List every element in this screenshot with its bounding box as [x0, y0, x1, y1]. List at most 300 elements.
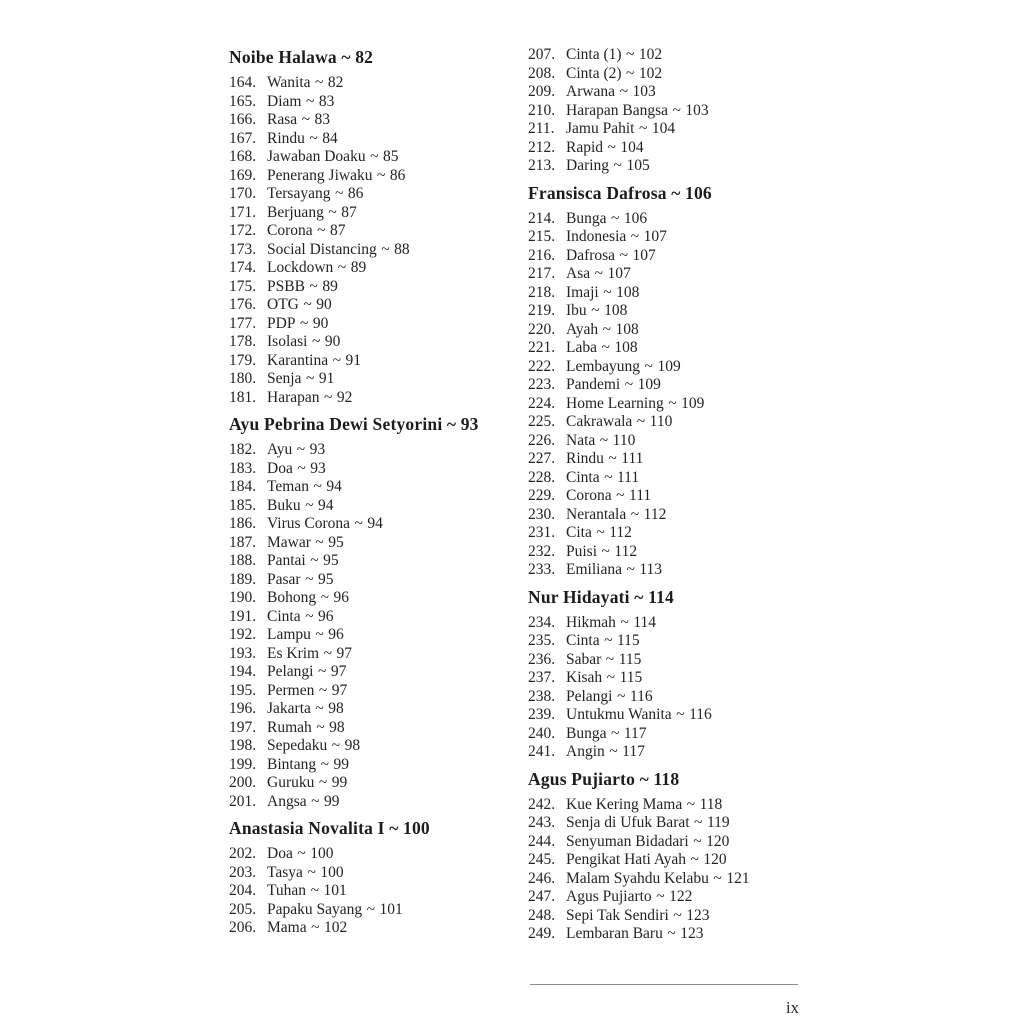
entry-text	[566, 888, 692, 907]
toc-entry	[528, 796, 828, 815]
toc-entry	[528, 561, 828, 580]
toc-entry	[528, 469, 828, 488]
entry-text	[267, 259, 366, 278]
tilde-separator: ~	[305, 570, 314, 588]
entry-title: Pantai	[267, 552, 306, 569]
tilde-separator: ~	[309, 129, 318, 147]
entry-page-number: 87	[341, 203, 357, 221]
entry-page-number: 118	[699, 795, 723, 813]
section-page-number: 100	[403, 818, 430, 838]
tilde-separator: ~	[602, 320, 612, 338]
toc-entry	[528, 851, 828, 870]
tilde-separator: ~	[694, 814, 703, 831]
toc-entry	[528, 814, 828, 833]
entry-number: 246.	[528, 869, 556, 887]
tilde-separator: ~	[596, 524, 605, 541]
entry-title: Cinta	[267, 607, 301, 625]
toc-entry	[528, 725, 828, 744]
entry-text	[267, 737, 360, 756]
entry-page-number: 109	[637, 376, 661, 393]
toc-entry	[528, 65, 828, 84]
entry-title: Ayah	[566, 320, 599, 338]
entry-title: PDP	[267, 314, 296, 332]
toc-entry	[229, 204, 529, 223]
entry-title: Senyuman Bidadari	[566, 832, 689, 850]
entry-title: Lembaran Baru	[566, 925, 663, 942]
entry-text	[566, 413, 672, 432]
entry-page-number: 103	[685, 101, 709, 119]
tilde-separator: ~	[305, 370, 315, 387]
entry-page-number: 110	[612, 431, 636, 449]
toc-entry	[528, 265, 828, 284]
entry-text	[267, 515, 383, 534]
entry-text	[267, 278, 338, 297]
entry-page-number: 83	[314, 111, 331, 128]
entry-page-number: 86	[347, 185, 364, 202]
page-number: ix	[786, 998, 799, 1017]
entry-number: 211.	[528, 120, 555, 137]
entry-page-number: 113	[639, 561, 663, 578]
entry-title: Rumah	[267, 718, 312, 736]
toc-entry	[528, 228, 828, 247]
entry-number: 208.	[528, 64, 556, 82]
toc-entry	[528, 870, 828, 889]
tilde-separator: ~	[323, 644, 332, 662]
entry-page-number: 103	[632, 83, 656, 100]
entry-page-number: 86	[389, 166, 406, 184]
toc-entry	[229, 111, 529, 130]
entry-title: Pandemi	[566, 376, 621, 393]
section-author: Agus Pujiarto	[528, 768, 636, 789]
entry-number: 178.	[229, 333, 257, 350]
entry-page-number: 91	[318, 370, 335, 387]
entry-page-number: 100	[320, 863, 344, 881]
entry-title: Puisi	[566, 542, 598, 560]
entry-number: 217.	[528, 265, 556, 282]
toc-entry	[229, 626, 529, 645]
toc-entry	[528, 321, 828, 340]
toc-entry	[528, 543, 828, 562]
entry-number: 226.	[528, 431, 556, 449]
toc-entry	[229, 663, 529, 682]
tilde-separator: ~	[315, 700, 324, 717]
entry-page-number: 106	[623, 209, 648, 227]
section-page-number: 82	[355, 47, 374, 67]
toc-entry	[528, 102, 828, 121]
entry-text	[267, 185, 363, 204]
entry-title: Jawaban Doaku	[267, 148, 366, 165]
tilde-separator: ~	[626, 46, 635, 63]
toc-entry	[229, 389, 529, 408]
entry-title: Pelangi	[566, 687, 613, 705]
entry-title: Cakrawala	[566, 413, 633, 430]
entry-number: 245.	[528, 851, 556, 868]
entry-page-number: 94	[326, 478, 342, 495]
toc-entry	[528, 302, 828, 321]
entry-number: 212.	[528, 138, 556, 156]
entry-title: Sabar	[566, 650, 602, 668]
tilde-separator: ~	[676, 706, 685, 723]
toc-entry	[528, 247, 828, 266]
entry-number: 242.	[528, 795, 556, 813]
tilde-separator: ~	[297, 459, 306, 477]
entry-title: Mama	[267, 919, 307, 936]
entry-page-number: 96	[333, 589, 349, 606]
toc-entry	[528, 524, 828, 543]
entry-number: 237.	[528, 669, 556, 686]
toc-entry	[229, 682, 529, 701]
entry-number: 241.	[528, 743, 556, 760]
entry-page-number: 117	[622, 743, 645, 760]
entry-text	[267, 626, 344, 645]
entry-number: 199.	[229, 755, 257, 773]
toc-entry	[528, 376, 828, 395]
entry-number: 221.	[528, 339, 556, 356]
tilde-separator: ~	[619, 246, 628, 264]
entry-number: 243.	[528, 814, 556, 831]
tilde-separator: ~	[636, 413, 646, 430]
section-page-number: 118	[653, 768, 680, 789]
entry-text	[267, 497, 333, 516]
entry-text	[566, 210, 647, 229]
entry-page-number: 93	[310, 459, 326, 477]
entry-number: 209.	[528, 83, 556, 100]
entry-page-number: 96	[317, 607, 334, 625]
entry-text	[267, 130, 338, 149]
entry-page-number: 120	[703, 851, 727, 868]
tilde-separator: ~	[594, 265, 603, 282]
tilde-separator: ~	[370, 148, 379, 165]
entry-number: 166.	[229, 111, 257, 128]
tilde-separator: ~	[608, 450, 617, 467]
tilde-separator: ~	[607, 138, 616, 156]
entry-text	[566, 46, 662, 65]
entry-number: 176.	[229, 296, 257, 313]
entry-page-number: 84	[322, 129, 338, 147]
entry-number: 219.	[528, 302, 556, 319]
tilde-separator: ~	[328, 203, 337, 221]
tilde-separator: ~	[671, 182, 681, 203]
entry-page-number: 112	[609, 524, 632, 541]
entry-number: 171.	[229, 203, 257, 221]
entry-number: 249.	[528, 925, 556, 942]
tilde-separator: ~	[604, 468, 613, 486]
entry-text	[267, 296, 332, 315]
section-author: Anastasia Novalita I	[229, 818, 385, 838]
entry-text	[566, 247, 656, 266]
tilde-separator: ~	[668, 394, 677, 412]
entry-page-number: 85	[382, 148, 399, 165]
entry-number: 232.	[528, 542, 556, 560]
entry-number: 244.	[528, 832, 556, 850]
tilde-separator: ~	[617, 687, 626, 705]
tilde-separator: ~	[310, 552, 319, 569]
tilde-separator: ~	[630, 228, 640, 245]
toc-entry	[229, 845, 529, 864]
entry-page-number: 107	[643, 228, 667, 245]
entry-text	[566, 814, 730, 833]
entry-page-number: 95	[323, 552, 339, 569]
tilde-separator: ~	[318, 681, 328, 699]
entry-page-number: 112	[643, 505, 667, 523]
entry-text	[267, 774, 347, 793]
tilde-separator: ~	[299, 314, 309, 332]
entry-number: 238.	[528, 687, 556, 705]
entry-number: 170.	[229, 185, 257, 202]
tilde-separator: ~	[320, 589, 329, 606]
entry-title: Daring	[566, 157, 610, 174]
entry-text	[566, 651, 641, 670]
entry-number: 220.	[528, 320, 556, 338]
entry-page-number: 97	[331, 681, 348, 699]
entry-number: 180.	[229, 370, 257, 387]
entry-number: 224.	[528, 394, 556, 412]
entry-text	[267, 571, 333, 590]
entry-title: Asa	[566, 265, 591, 282]
section-heading	[229, 46, 529, 69]
entry-number: 196.	[229, 700, 257, 717]
tilde-separator: ~	[324, 388, 333, 406]
tilde-separator: ~	[301, 111, 311, 128]
tilde-separator: ~	[316, 718, 325, 736]
entry-text	[267, 919, 347, 938]
entry-page-number: 99	[331, 774, 348, 791]
entry-text	[566, 157, 650, 176]
entry-title: Tuhan	[267, 882, 307, 899]
toc-entry	[528, 120, 828, 139]
toc-entry	[528, 907, 828, 926]
toc-entry	[528, 833, 828, 852]
entry-title: Angin	[566, 743, 605, 760]
entry-text	[566, 543, 637, 562]
entry-title: Es Krim	[267, 644, 320, 662]
entry-text	[267, 93, 334, 112]
entry-title: Social Distancing	[267, 240, 377, 258]
entry-text	[566, 450, 643, 469]
tilde-separator: ~	[341, 47, 351, 67]
entry-title: Emiliana	[566, 561, 622, 578]
tilde-separator: ~	[331, 737, 341, 754]
entry-page-number: 115	[619, 669, 643, 686]
entry-title: Imaji	[566, 283, 599, 301]
toc-entry	[229, 515, 529, 534]
toc-entry	[528, 506, 828, 525]
entry-page-number: 90	[316, 296, 332, 313]
tilde-separator: ~	[609, 743, 618, 760]
entry-text	[267, 333, 340, 352]
entry-number: 213.	[528, 157, 556, 174]
entry-title: Tersayang	[267, 185, 331, 202]
entry-title: Lembayung	[566, 357, 641, 375]
entry-title: Malam Syahdu Kelabu	[566, 869, 709, 887]
tilde-separator: ~	[626, 64, 635, 82]
toc-entry	[229, 497, 529, 516]
entry-number: 239.	[528, 706, 556, 723]
entry-page-number: 120	[706, 832, 730, 850]
section-heading	[229, 413, 529, 436]
entry-page-number: 112	[614, 542, 638, 560]
tilde-separator: ~	[310, 882, 319, 899]
tilde-separator: ~	[601, 542, 610, 560]
toc-entry	[229, 882, 529, 901]
entry-page-number: 114	[633, 613, 657, 631]
entry-number: 203.	[229, 863, 257, 881]
tilde-separator: ~	[639, 768, 649, 789]
entry-title: Buku	[267, 496, 301, 514]
entry-number: 173.	[229, 240, 257, 258]
entry-page-number: 109	[681, 394, 705, 412]
entry-page-number: 90	[324, 333, 341, 350]
entry-page-number: 123	[686, 906, 710, 924]
toc-entry	[229, 148, 529, 167]
entry-title: Kue Kering Mama	[566, 795, 683, 813]
entry-number: 231.	[528, 524, 556, 541]
entry-title: Harapan Bangsa	[566, 101, 668, 119]
tilde-separator: ~	[626, 561, 635, 578]
entry-number: 190.	[229, 589, 257, 606]
toc-entry	[528, 925, 828, 944]
entry-text	[566, 506, 666, 525]
tilde-separator: ~	[305, 607, 314, 625]
entry-title: Rindu	[566, 450, 604, 467]
section-page-number: 114	[648, 586, 674, 607]
entry-number: 227.	[528, 450, 556, 467]
entry-text	[267, 167, 405, 186]
toc-entry	[229, 296, 529, 315]
entry-number: 172.	[229, 222, 257, 239]
toc-entry	[528, 688, 828, 707]
entry-title: Wanita	[267, 74, 311, 91]
entry-title: Senja	[267, 370, 302, 387]
tilde-separator: ~	[311, 792, 320, 810]
toc-entry	[528, 83, 828, 102]
entry-text	[566, 358, 681, 377]
entry-number: 186.	[229, 515, 257, 532]
entry-text	[566, 870, 750, 889]
entry-number: 206.	[229, 919, 257, 936]
entry-page-number: 91	[345, 351, 361, 369]
tilde-separator: ~	[315, 626, 324, 643]
entry-text	[267, 882, 347, 901]
toc-entry	[229, 774, 529, 793]
entry-page-number: 122	[669, 888, 693, 905]
entry-title: Tasya	[267, 863, 303, 881]
tilde-separator: ~	[334, 185, 344, 202]
tilde-separator: ~	[601, 339, 610, 356]
tilde-separator: ~	[606, 669, 616, 686]
toc-entry	[229, 241, 529, 260]
entry-number: 167.	[229, 129, 257, 147]
toc-entry	[229, 167, 529, 186]
entry-number: 185.	[229, 496, 257, 514]
entry-number: 169.	[229, 166, 257, 184]
entry-page-number: 116	[629, 687, 653, 705]
entry-title: Berjuang	[267, 203, 324, 221]
tilde-separator: ~	[315, 74, 324, 91]
entry-text	[566, 302, 627, 321]
entry-page-number: 119	[706, 814, 730, 831]
toc-entry	[229, 901, 529, 920]
entry-title: Ibu	[566, 302, 587, 319]
toc-entry	[229, 552, 529, 571]
entry-page-number: 87	[330, 222, 346, 239]
entry-title: Cinta (2)	[566, 64, 622, 82]
entry-title: Doa	[267, 845, 293, 862]
entry-number: 204.	[229, 882, 257, 899]
tilde-separator: ~	[603, 283, 612, 301]
entry-text	[267, 864, 344, 883]
toc-entry	[528, 632, 828, 651]
entry-text	[267, 901, 403, 920]
entry-page-number: 111	[616, 468, 640, 486]
entry-title: Agus Pujiarto	[566, 888, 652, 905]
toc-entry	[229, 571, 529, 590]
tilde-separator: ~	[693, 832, 702, 850]
entry-title: Lockdown	[267, 259, 334, 276]
toc-entry	[229, 589, 529, 608]
entry-text	[267, 478, 342, 497]
entry-title: Corona	[566, 487, 612, 504]
tilde-separator: ~	[656, 888, 665, 905]
tilde-separator: ~	[389, 818, 399, 838]
entry-text	[267, 756, 349, 775]
toc-entry	[229, 737, 529, 756]
entry-text	[566, 614, 656, 633]
entry-page-number: 93	[309, 441, 326, 458]
entry-text	[267, 608, 333, 627]
entry-text	[267, 74, 343, 93]
entry-text	[267, 389, 352, 408]
entry-title: Ayu	[267, 441, 293, 458]
entry-title: Teman	[267, 478, 309, 495]
toc-entry	[229, 315, 529, 334]
toc-entry	[229, 352, 529, 371]
entry-number: 191.	[229, 607, 257, 625]
tilde-separator: ~	[318, 663, 327, 680]
section-author: Noibe Halawa	[229, 47, 337, 67]
tilde-separator: ~	[309, 277, 318, 295]
toc-entry	[528, 888, 828, 907]
entry-number: 218.	[528, 283, 556, 301]
toc-entry	[229, 645, 529, 664]
entry-text	[566, 706, 712, 725]
tilde-separator: ~	[619, 83, 628, 100]
entry-page-number: 116	[689, 706, 712, 723]
toc-entry	[528, 651, 828, 670]
tilde-separator: ~	[332, 351, 341, 369]
toc-entry	[528, 339, 828, 358]
entry-number: 175.	[229, 277, 257, 295]
entry-title: OTG	[267, 296, 299, 313]
entry-number: 215.	[528, 228, 556, 245]
entry-page-number: 98	[344, 737, 361, 754]
toc-entry	[229, 608, 529, 627]
entry-page-number: 115	[616, 632, 640, 649]
tilde-separator: ~	[672, 101, 681, 119]
entry-text	[267, 241, 410, 260]
entry-number: 179.	[229, 351, 257, 369]
tilde-separator: ~	[311, 919, 320, 936]
entry-page-number: 92	[336, 388, 353, 406]
entry-title: Karantina	[267, 351, 329, 369]
tilde-separator: ~	[638, 120, 648, 137]
toc-entry	[528, 743, 828, 762]
entry-number: 177.	[229, 314, 257, 332]
tilde-separator: ~	[354, 515, 363, 532]
tilde-separator: ~	[381, 240, 390, 258]
toc-entry	[229, 93, 529, 112]
tilde-separator: ~	[673, 906, 682, 924]
